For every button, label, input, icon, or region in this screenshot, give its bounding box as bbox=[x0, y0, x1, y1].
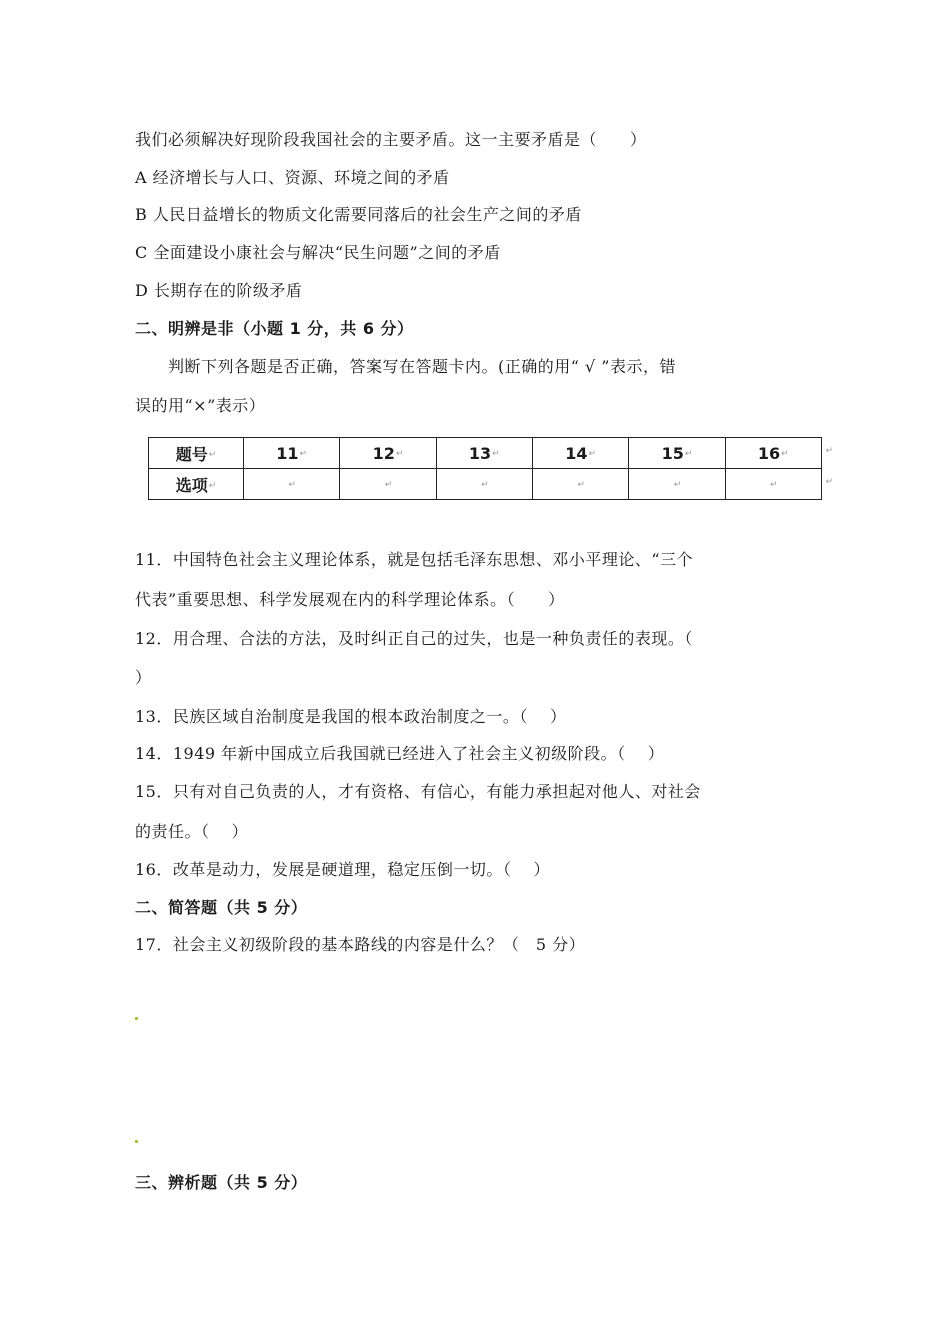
paragraph-mark-icon: ↵ bbox=[395, 449, 404, 459]
stray-dot bbox=[135, 1140, 138, 1143]
instruction-line-2: 误的用“×”表示） bbox=[135, 396, 266, 415]
question-12-line-2: ） bbox=[135, 668, 152, 687]
question-number: 13 bbox=[468, 443, 492, 463]
answer-cell[interactable] bbox=[244, 469, 340, 500]
paragraph-mark-icon: ↵ bbox=[208, 450, 217, 460]
section-title-analysis: 三、辨析题（共 5 分） bbox=[135, 1173, 308, 1192]
question-17: 17．社会主义初级阶段的基本路线的内容是什么？（ 5 分） bbox=[135, 935, 586, 954]
paragraph-mark-icon: ↵ bbox=[684, 449, 693, 459]
answer-cell[interactable] bbox=[532, 469, 628, 500]
answer-cell[interactable] bbox=[629, 469, 725, 500]
answer-table-header-row bbox=[149, 438, 822, 469]
option-b: B 人民日益增长的物质文化需要同落后的社会生产之间的矛盾 bbox=[135, 205, 582, 224]
question-13: 13．民族区域自治制度是我国的根本政治制度之一。（ ） bbox=[135, 707, 567, 726]
question-number: 16 bbox=[757, 443, 781, 463]
section-title-true-false: 二、明辨是非（小题 1 分，共 6 分） bbox=[135, 319, 414, 338]
question-number: 15 bbox=[661, 443, 684, 463]
paragraph-mark-icon: ↵ bbox=[770, 480, 778, 490]
answer-table bbox=[148, 437, 833, 500]
question-number: 14 bbox=[565, 443, 588, 463]
question-stem: 我们必须解决好现阶段我国社会的主要矛盾。这一主要矛盾是（ ） bbox=[135, 130, 647, 149]
answer-cell[interactable] bbox=[725, 469, 833, 500]
section-title-short-answer: 二、简答题（共 5 分） bbox=[135, 898, 308, 917]
question-11-line-2: 代表”重要思想、科学发展观在内的科学理论体系。（ ） bbox=[135, 590, 565, 609]
question-number: 12 bbox=[372, 443, 395, 463]
option-c: C 全面建设小康社会与解决“民生问题”之间的矛盾 bbox=[135, 243, 501, 262]
number-cell bbox=[340, 438, 436, 469]
row-end-mark-icon: ↵ bbox=[825, 446, 833, 456]
number-cell bbox=[244, 438, 340, 469]
question-number: 11 bbox=[276, 443, 299, 463]
answer-cell[interactable] bbox=[340, 469, 436, 500]
option-label: 选项 bbox=[175, 475, 208, 495]
paragraph-mark-icon: ↵ bbox=[492, 449, 500, 459]
instruction-line-1: 判断下列各题是否正确，答案写在答题卡内。(正确的用“ √ ”表示，错 bbox=[168, 357, 676, 376]
answer-table-option-row bbox=[149, 469, 822, 500]
question-14: 14．1949 年新中国成立后我国就已经进入了社会主义初级阶段。（ ） bbox=[135, 744, 665, 763]
number-cell bbox=[629, 438, 725, 469]
header-label-cell bbox=[149, 438, 244, 469]
option-a: A 经济增长与人口、资源、环境之间的矛盾 bbox=[135, 168, 450, 187]
paragraph-mark-icon: ↵ bbox=[299, 449, 308, 459]
paragraph-mark-icon: ↵ bbox=[673, 480, 682, 490]
answer-cell[interactable] bbox=[436, 469, 532, 500]
option-d: D 长期存在的阶级矛盾 bbox=[135, 281, 303, 300]
number-cell bbox=[532, 438, 628, 469]
paragraph-mark-icon: ↵ bbox=[588, 449, 597, 459]
paragraph-mark-icon: ↵ bbox=[481, 480, 489, 490]
paragraph-mark-icon: ↵ bbox=[384, 480, 393, 490]
paragraph-mark-icon: ↵ bbox=[288, 480, 296, 490]
question-12-line-1: 12．用合理、合法的方法，及时纠正自己的过失，也是一种负责任的表现。（ bbox=[135, 629, 693, 648]
paragraph-mark-icon: ↵ bbox=[208, 481, 217, 491]
question-16: 16．改革是动力，发展是硬道理，稳定压倒一切。（ ） bbox=[135, 860, 550, 879]
question-11-line-1: 11．中国特色社会主义理论体系，就是包括毛泽东思想、邓小平理论、“三个 bbox=[135, 550, 694, 569]
paragraph-mark-icon: ↵ bbox=[781, 449, 789, 459]
header-label: 题号 bbox=[175, 444, 208, 464]
number-cell bbox=[436, 438, 532, 469]
question-15-line-1: 15．只有对自己负责的人，才有资格、有信心，有能力承担起对他人、对社会 bbox=[135, 782, 701, 801]
row-end-mark-icon: ↵ bbox=[825, 477, 833, 487]
option-label-cell bbox=[149, 469, 244, 500]
stray-dot bbox=[135, 1017, 138, 1020]
question-15-line-2: 的责任。（ ） bbox=[135, 822, 249, 841]
number-cell bbox=[725, 438, 833, 469]
paragraph-mark-icon: ↵ bbox=[577, 480, 585, 490]
